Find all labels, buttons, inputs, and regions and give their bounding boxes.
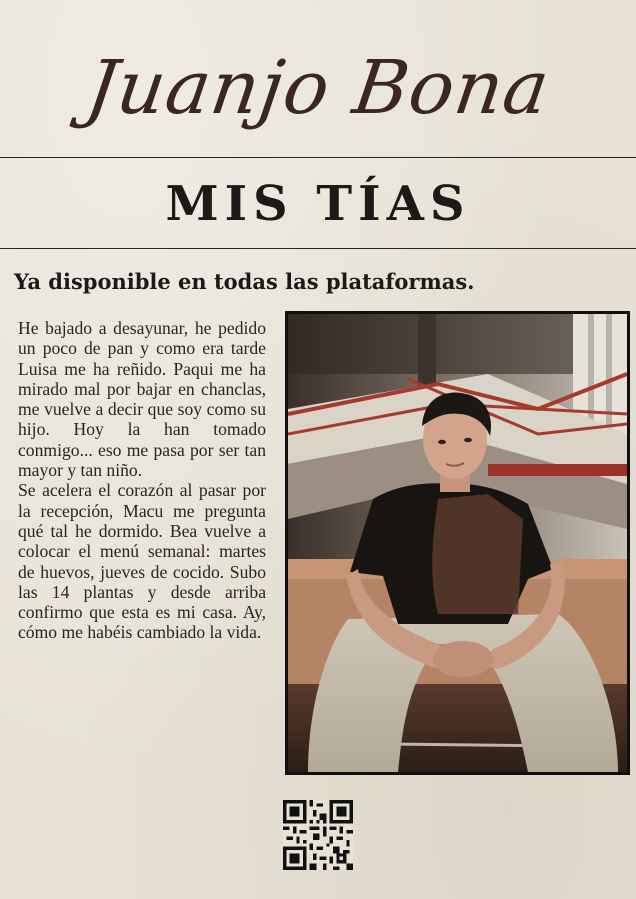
artist-photo-frame [285,311,630,775]
song-title: MIS TÍAS [165,176,471,232]
artist-photo [288,314,627,772]
artist-name: Juanjo Bona [81,45,555,131]
divider-bottom [0,248,636,249]
divider-top [0,157,636,158]
story-paragraph-2: Se acelera el corazón al pasar por la recepción, Macu me pregunta qué tal he dormido. Bea vuelve a colocar el menú semanal: martes de huevos, jueves de cocido. Subo las 14 plantas y desde arriba confirmo que esta es mi casa. Ay, cómo me habéis cambiado la vida. [18,480,266,643]
story-paragraph-1: He bajado a desayunar, he pedido un poco de pan y como era tarde Luisa me ha reñido. Paqui me ha mirado mal por bajar en chanclas, me vuelve a decir que soy como su hijo. Hoy la han tomado conmigo... eso me pasa por ser tan mayor y tan niño. [18,318,266,481]
release-headline: Ya disponible en todas las plataformas. [14,269,475,294]
qr-code-icon[interactable] [283,800,353,870]
qr-code-graphic [283,800,353,870]
artist-photo-illustration [288,314,627,772]
story-text [18,318,266,778]
